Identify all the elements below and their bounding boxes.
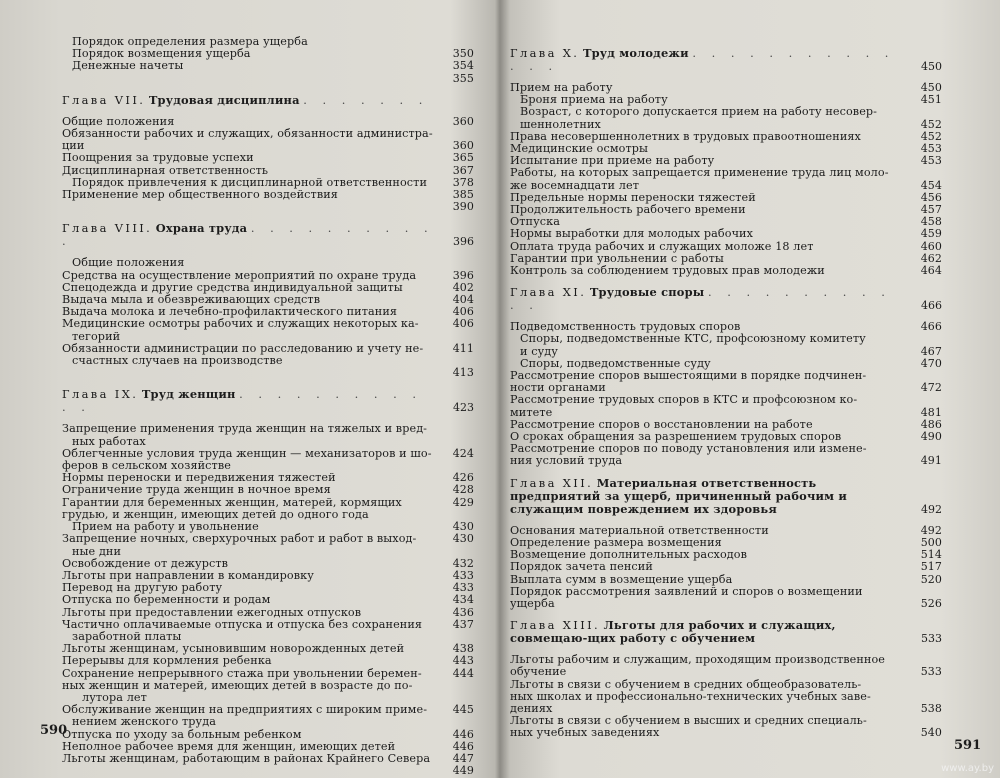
toc-entry-page: 472: [920, 381, 942, 395]
toc-entry-title: Прием на работу: [510, 81, 613, 94]
toc-entry-page: 456: [920, 190, 942, 204]
toc-entry: [510, 204, 942, 216]
toc-entry-page: 444: [452, 666, 474, 680]
toc-chapter-heading: [62, 388, 474, 414]
toc-entry-title: Средства на осуществление мероприятий по охране труда: [62, 268, 417, 282]
toc-entry-title: Гарантии при увольнении с работы: [510, 251, 724, 265]
toc-entry-page: 438: [452, 642, 474, 656]
toc-entry-page: 433: [452, 568, 474, 582]
toc-entry-title: Сохранение непрерывного стажа при увольнении беремен-: [62, 666, 422, 680]
toc-entry: [510, 666, 942, 678]
toc-entry-title: Частично оплачиваемые отпуска и отпуска без сохранения: [62, 617, 423, 631]
toc-entry-title: Порядок рассмотрения заявлений и споров о возмещении: [510, 584, 863, 598]
toc-entry-page: 406: [452, 305, 474, 319]
toc-entry-title: дениях: [510, 701, 553, 715]
toc-entry-title: Выплата сумм в возмещение ущерба: [510, 572, 733, 586]
toc-entry-page: 540: [920, 726, 942, 740]
chapter-heading-text: [510, 619, 912, 645]
toc-entry-title: Порядок возмещения ущерба: [72, 47, 251, 61]
toc-entry-page: 486: [920, 417, 942, 431]
toc-entry-page: 443: [452, 654, 474, 668]
toc-entry-title: Рассмотрение споров о восстановлении на работе: [510, 417, 813, 431]
toc-entry-title: Льготы рабочим и служащим, проходящим производственное: [510, 653, 886, 667]
toc-entry-title: Возмещение дополнительных расходов: [510, 548, 748, 562]
toc-entry-page: 360: [452, 139, 474, 153]
toc-entry-page: 445: [452, 703, 474, 717]
toc-entry-title: ния условий труда: [510, 454, 623, 468]
leader-dots: . . . . . . . . . . .: [62, 221, 434, 249]
chapter-title: Материальная ответственность предприятий за ущерб, причиненный рабочим и служащим повреждением их здоровья: [510, 475, 848, 516]
toc-entry-page: 491: [920, 454, 942, 468]
toc-entry-page: 470: [920, 356, 942, 370]
chapter-title: Труд молодежи: [582, 46, 689, 60]
toc-entry-page: 429: [452, 495, 474, 509]
toc-entry: [62, 668, 474, 680]
toc-entry-title: Работы, на которых запрещается применение труда лиц моло-: [510, 166, 889, 180]
toc-entry-title: Споры, подведомственные суду: [520, 356, 711, 370]
toc-entry-page: 428: [452, 483, 474, 497]
toc-entry-page: 411: [452, 341, 474, 355]
toc-entry-title: Перерывы для кормления ребенка: [62, 654, 272, 668]
leader-dots: . . . . . . . . . . . .: [510, 285, 891, 313]
toc-entry-page: 365: [452, 151, 474, 165]
toc-entry-title: Запрещение применения труда женщин на тяжелых и вред-: [62, 422, 428, 436]
toc-entry-title: О сроках обращения за разрешением трудовых споров: [510, 430, 842, 444]
toc-entry-title: Контроль за соблюдением трудовых прав молодежи: [510, 264, 825, 278]
chapter-page: 396: [453, 235, 474, 249]
toc-entry-page: 350: [452, 47, 474, 61]
chapter-page: 450: [921, 60, 942, 73]
toc-entry-title: Порядок привлечения к дисциплинарной ответственности: [72, 175, 428, 189]
toc-entry-title: ных школах и профессионально-технических учебных заве-: [510, 689, 871, 703]
toc-entry: [510, 180, 942, 192]
toc-entry-title: Общие положения: [72, 256, 185, 270]
toc-entry: [510, 561, 942, 573]
toc-entry: [62, 765, 474, 777]
leader-dots: . . . . . . .: [303, 92, 429, 107]
toc-entry: [62, 270, 474, 282]
toc-entry-title: Льготы женщинам, работающим в районах Крайнего Севера: [62, 751, 431, 765]
toc-entry: [62, 60, 474, 72]
toc-entry-page: 396: [452, 268, 474, 282]
toc-entry-title: заработной платы: [72, 629, 182, 643]
toc-entry-title: Денежные начеты: [72, 59, 184, 73]
toc-entry-title: Поощрения за трудовые успехи: [62, 151, 254, 165]
toc-entry-title: Льготы при предоставлении ежегодных отпусков: [62, 605, 362, 619]
toc-entry-page: 538: [920, 701, 942, 715]
chapter-title: Льготы для рабочих и служащих, совмещаю-щих работу с обучением: [510, 618, 836, 646]
toc-entry-page: 430: [452, 532, 474, 546]
toc-entry: [62, 152, 474, 164]
toc-entry-page: 378: [452, 175, 474, 189]
toc-entry-page: 404: [452, 293, 474, 307]
chapter-page: 466: [921, 299, 942, 313]
toc-entry-title: шеннолетних: [520, 117, 601, 131]
toc-entry-page: 454: [920, 178, 942, 192]
toc-entry-page: 517: [920, 560, 942, 574]
toc-entry-page: 458: [920, 215, 942, 229]
chapter-label: Глава VII.: [62, 92, 146, 107]
toc-entry-title: Облегченные условия труда женщин — механизаторов и шо-: [62, 446, 432, 460]
toc-entry-page: 450: [920, 81, 942, 94]
toc-entry-title: феров в сельском хозяйстве: [62, 459, 231, 473]
chapter-title: Труд женщин: [141, 387, 236, 402]
toc-entry-title: Определение размера возмещения: [510, 535, 722, 549]
toc-entry-page: 520: [920, 572, 942, 586]
toc-entry: [510, 333, 942, 345]
toc-entry-page: 464: [920, 264, 942, 278]
toc-entry: [62, 189, 474, 201]
toc-entry-title: Порядок определения размера ущерба: [72, 35, 308, 48]
toc-entry: [62, 484, 474, 496]
toc-entry: [62, 533, 474, 545]
toc-entry-title: Дисциплинарная ответственность: [62, 163, 269, 177]
toc-entry-title: Медицинские осмотры рабочих и служащих некоторых ка-: [62, 317, 419, 331]
toc-entry-title: митете: [510, 405, 553, 419]
toc-entry-page: 526: [920, 596, 942, 610]
toc-entry: [510, 654, 942, 666]
chapter-label: Глава XII.: [510, 475, 594, 490]
toc-entry-page: 413: [452, 366, 474, 380]
chapter-page: 423: [453, 401, 474, 415]
left-page-number: 590: [40, 723, 68, 738]
toc-entry-title: Отпуска по беременности и родам: [62, 593, 271, 607]
toc-entry-page: 481: [920, 405, 942, 419]
toc-entry-title: нением женского труда: [72, 715, 216, 729]
toc-entry-page: 426: [452, 471, 474, 485]
toc-entry: [510, 574, 942, 586]
toc-entry: [62, 729, 474, 741]
toc-entry-title: Основания материальной ответственности: [510, 523, 769, 537]
toc-entry-title: ущерба: [510, 596, 555, 610]
toc-entry-page: 434: [452, 593, 474, 607]
toc-entry: [62, 73, 474, 85]
toc-entry-page: 406: [452, 317, 474, 331]
leader-dots: . . . . . . . . . . . . . .: [510, 46, 895, 73]
toc-entry-title: Применение мер общественного воздействия: [62, 188, 338, 202]
toc-entry-page: 453: [920, 142, 942, 156]
chapter-label: Глава X.: [510, 46, 580, 60]
toc-entry-title: ных учебных заведениях: [510, 726, 660, 740]
toc-entry-title: счастных случаев на производстве: [72, 354, 283, 368]
toc-entry: [510, 679, 942, 691]
toc-entry-title: Рассмотрение споров по поводу установления или измене-: [510, 442, 867, 456]
toc-entry-title: Оплата труда рабочих и служащих моложе 18 лет: [510, 239, 814, 253]
toc-entry-page: 447: [452, 751, 474, 765]
toc-entry-title: Возраст, с которого допускается прием на работу несовер-: [520, 105, 878, 119]
chapter-heading-text: [62, 222, 444, 248]
toc-entry-title: Освобождение от дежурств: [62, 556, 229, 570]
toc-entry-title: ные дни: [72, 544, 122, 558]
toc-entry-page: 424: [452, 446, 474, 460]
toc-entry-page: 437: [452, 617, 474, 631]
toc-entry-title: ции: [62, 139, 85, 153]
toc-entry-title: Нормы переноски и передвижения тяжестей: [62, 471, 336, 485]
toc-entry-title: обучение: [510, 665, 567, 679]
toc-entry-title: Продолжительность рабочего времени: [510, 203, 746, 217]
toc-entry-page: 390: [452, 200, 474, 214]
toc-entry: [62, 165, 474, 177]
toc-chapter-heading: [62, 94, 474, 107]
toc-entry: [62, 367, 474, 379]
toc-entry-title: грудью, и женщин, имеющих детей до одного года: [62, 507, 369, 521]
toc-entry: [510, 167, 942, 179]
toc-entry: [510, 265, 942, 277]
toc-entry-title: Спецодежда и другие средства индивидуальной защиты: [62, 280, 403, 294]
toc-entry: [510, 598, 942, 610]
chapter-label: Глава VIII.: [62, 221, 153, 236]
toc-entry-page: 453: [920, 154, 942, 168]
toc-chapter-heading: [510, 619, 942, 645]
toc-entry-page: 460: [920, 239, 942, 253]
toc-entry-page: 452: [920, 129, 942, 143]
toc-entry-title: Прием на работу и увольнение: [72, 520, 259, 534]
chapter-label: Глава IX.: [62, 387, 139, 402]
toc-entry-page: 459: [920, 227, 942, 241]
toc-entry-title: ных женщин и матерей, имеющих детей в возрасте до по-: [62, 678, 413, 692]
watermark-text: www.ay.by: [941, 763, 994, 774]
toc-entry-title: Отпуска по уходу за больным ребенком: [62, 727, 302, 741]
toc-entry-title: Общие положения: [62, 114, 175, 128]
toc-entry: [510, 119, 942, 131]
toc-entry-page: 446: [452, 727, 474, 741]
toc-entry-title: Выдача молока и лечебно-профилактического питания: [62, 305, 398, 319]
toc-entry-page: 446: [452, 739, 474, 753]
chapter-title: Трудовая дисциплина: [148, 92, 300, 107]
toc-entry-title: Льготы женщинам, усыновившим новорожденных детей: [62, 642, 405, 656]
toc-entry: [62, 655, 474, 667]
toc-entry: [510, 394, 942, 406]
chapter-title: Трудовые споры: [589, 285, 705, 300]
toc-entry-title: Споры, подведомственные КТС, профсоюзному комитету: [520, 332, 866, 346]
toc-entry: [62, 594, 474, 606]
chapter-page: 492: [921, 502, 942, 516]
toc-entry-page: 500: [920, 535, 942, 549]
toc-entry-title: Нормы выработки для молодых рабочих: [510, 227, 754, 241]
right-page: [502, 0, 1000, 778]
toc-entry-title: Рассмотрение трудовых споров в КТС и профсоюзном ко-: [510, 393, 858, 407]
chapter-title: Охрана труда: [155, 221, 248, 236]
toc-entry-title: Рассмотрение споров вышестоящими в порядке подчинен-: [510, 369, 867, 383]
toc-entry-page: 385: [452, 188, 474, 202]
toc-entry-title: Перевод на другую работу: [62, 581, 223, 595]
toc-entry-page: 430: [452, 520, 474, 534]
toc-entry-title: Медицинские осмотры: [510, 142, 649, 156]
toc-entry: [510, 228, 942, 240]
chapter-label: Глава XIII.: [510, 618, 601, 633]
toc-entry-title: лутора лет: [82, 690, 147, 704]
right-toc-column: [510, 38, 942, 740]
toc-chapter-heading: [510, 477, 942, 516]
toc-entry: [62, 607, 474, 619]
left-toc-column: [62, 36, 474, 777]
toc-entry-title: Права несовершеннолетних в трудовых правоотношениях: [510, 129, 861, 143]
toc-entry-title: Льготы при направлении в командировку: [62, 568, 314, 582]
toc-entry-page: 354: [452, 59, 474, 73]
chapter-page: 533: [921, 632, 942, 646]
toc-entry-page: 457: [920, 203, 942, 217]
toc-entry-title: Обязанности администрации по расследованию и учету не-: [62, 341, 424, 355]
toc-chapter-heading: [510, 286, 942, 312]
toc-entry: [62, 716, 474, 728]
toc-entry-title: Льготы в связи с обучением в высших и средних специаль-: [510, 714, 867, 728]
toc-entry-title: Льготы в связи с обучением в средних общеобразователь-: [510, 677, 862, 691]
toc-entry-title: Обязанности рабочих и служащих, обязанности администра-: [62, 127, 433, 141]
toc-entry: [510, 106, 942, 118]
chapter-label: Глава XI.: [510, 285, 587, 300]
toc-entry-page: 451: [920, 93, 942, 107]
toc-entry: [510, 455, 942, 467]
toc-chapter-heading: [510, 47, 942, 73]
chapter-heading-text: [510, 47, 912, 73]
toc-entry: [510, 727, 942, 739]
toc-entry-title: Запрещение ночных, сверхурочных работ и работ в выход-: [62, 532, 417, 546]
toc-entry-title: Ограничение труда женщин в ночное время: [62, 483, 331, 497]
toc-entry-title: Неполное рабочее время для женщин, имеющих детей: [62, 739, 396, 753]
toc-entry: [62, 753, 474, 765]
toc-entry: [62, 318, 474, 330]
toc-entry-title: же восемнадцати лет: [510, 178, 639, 192]
chapter-heading-text: [510, 286, 912, 312]
toc-entry-page: 466: [920, 320, 942, 334]
toc-entry: [62, 546, 474, 558]
toc-entry-page: 360: [452, 114, 474, 128]
toc-entry-title: Выдача мыла и обезвреживающих средств: [62, 293, 321, 307]
toc-entry: [62, 201, 474, 213]
right-page-number: 591: [954, 738, 982, 753]
toc-entry: [62, 423, 474, 435]
chapter-heading-text: [62, 388, 444, 414]
chapter-heading-text: [62, 94, 444, 107]
toc-entry: [510, 241, 942, 253]
toc-entry-page: 514: [920, 548, 942, 562]
toc-entry-page: 432: [452, 556, 474, 570]
leader-dots: . . . . . . . . . . . .: [62, 387, 422, 415]
toc-entry-page: 402: [452, 280, 474, 294]
toc-entry-title: ности органами: [510, 381, 606, 395]
toc-entry: [510, 691, 942, 703]
toc-entry-page: 436: [452, 605, 474, 619]
toc-entry-title: Броня приема на работу: [520, 93, 668, 107]
toc-entry-page: 433: [452, 581, 474, 595]
toc-entry-page: 452: [920, 117, 942, 131]
toc-entry-title: ных работах: [72, 434, 146, 448]
toc-entry-page: 533: [920, 665, 942, 679]
chapter-heading-text: [510, 477, 912, 516]
toc-entry: [62, 355, 474, 367]
toc-entry-title: Подведомственность трудовых споров: [510, 320, 741, 334]
toc-entry-title: Испытание при приеме на работу: [510, 154, 715, 168]
toc-entry-title: Отпуска: [510, 215, 561, 229]
toc-entry-page: 367: [452, 163, 474, 177]
toc-entry-page: 462: [920, 251, 942, 265]
toc-entry-page: 355: [452, 71, 474, 85]
toc-entry-title: Гарантии для беременных женщин, матерей, кормящих: [62, 495, 402, 509]
toc-entry-page: 492: [920, 523, 942, 537]
toc-entry: [62, 257, 474, 269]
toc-entry-page: 467: [920, 344, 942, 358]
toc-entry: [62, 128, 474, 140]
toc-entry-title: Обслуживание женщин на предприятиях с широким приме-: [62, 703, 428, 717]
toc-chapter-heading: [62, 222, 474, 248]
toc-entry-title: тегорий: [72, 329, 121, 343]
toc-entry-page: 490: [920, 430, 942, 444]
left-page: [0, 0, 495, 778]
toc-entry-page: 449: [452, 764, 474, 778]
toc-entry-title: и суду: [520, 344, 558, 358]
toc-entry-title: Порядок зачета пенсий: [510, 560, 653, 574]
toc-entry: [510, 586, 942, 598]
toc-entry-title: Предельные нормы переноски тяжестей: [510, 190, 756, 204]
